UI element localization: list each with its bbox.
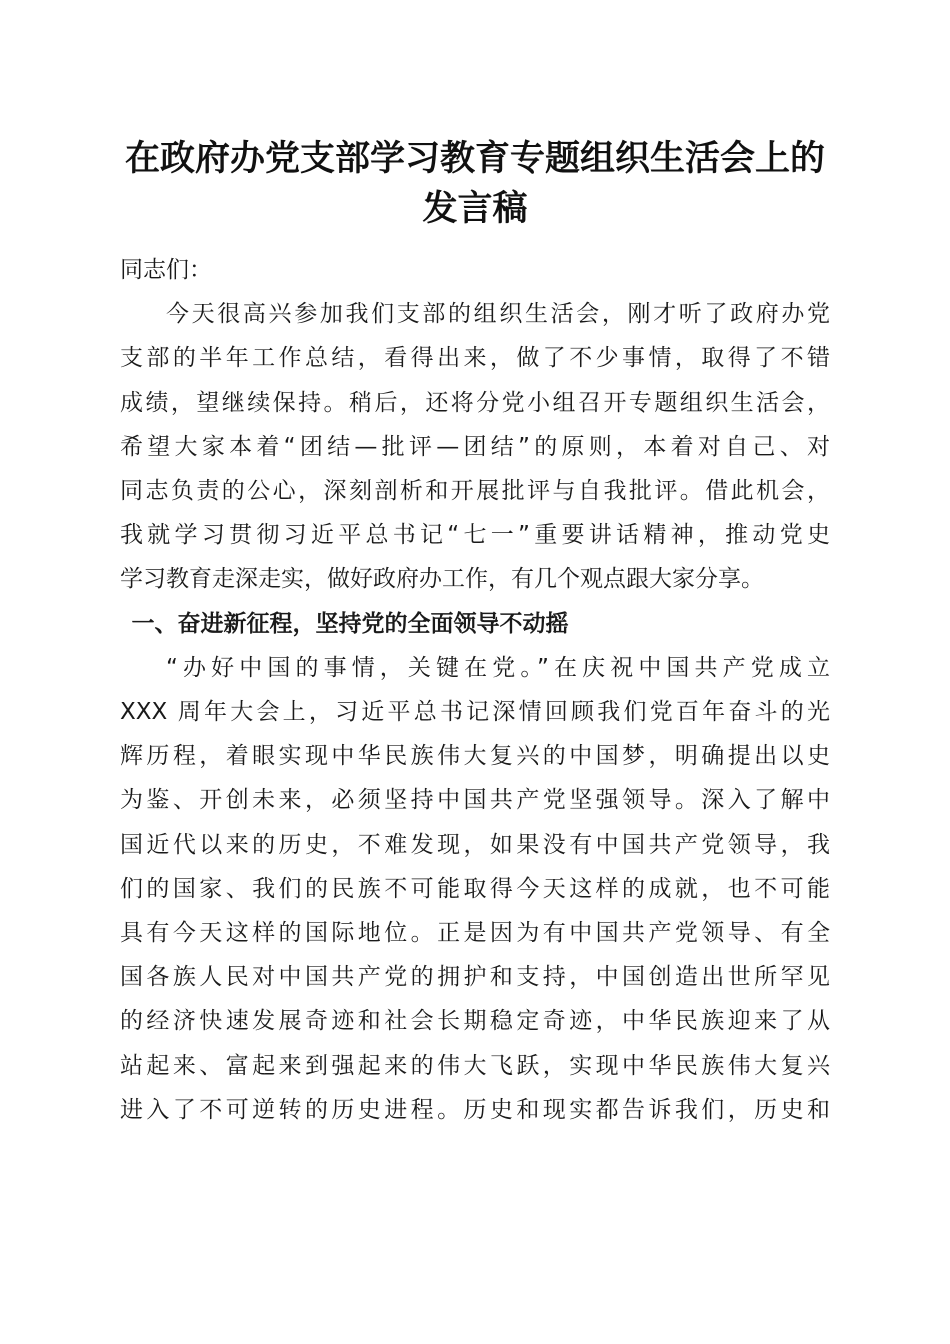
section-line: 进入了不可逆转的历史进程。历史和现实都告诉我们，历史和 [120, 1096, 830, 1123]
section-line: 为鉴、开创未来，必须坚持中国共产党坚强领导。深入了解中 [120, 787, 830, 814]
section-line: 国近代以来的历史，不难发现，如果没有中国共产党领导，我 [120, 831, 830, 858]
section-line: 站起来、富起来到强起来的伟大飞跃，实现中华民族伟大复兴 [120, 1052, 830, 1079]
section-heading-text: 一、奋进新征程，坚持党的全面领导不动摇 [131, 610, 569, 637]
section-line: 具有今天这样的国际地位。正是因为有中国共产党领导、有全 [120, 920, 830, 947]
section-heading [120, 602, 830, 646]
intro-line: 同志负责的公心，深刻剖析和开展批评与自我批评。借此机会， [120, 478, 830, 505]
section-line: 们的国家、我们的民族不可能取得今天这样的成就，也不可能 [120, 875, 830, 902]
section-1-paragraph [120, 646, 830, 1132]
salutation: 同志们： [120, 257, 212, 283]
section-line: 国各族人民对中国共产党的拥护和支持，中国创造出世所罕见 [120, 964, 830, 991]
intro-line: 今天很高兴参加我们支部的组织生活会，刚才听了政府办党 [166, 301, 830, 328]
section-line: 的经济快速发展奇迹和社会长期稳定奇迹，中华民族迎来了从 [120, 1008, 830, 1035]
title-line-2: 发言稿 [422, 188, 528, 229]
title-line-1: 在政府办党支部学习教育专题组织生活会上的 [124, 138, 825, 179]
section-line: “办好中国的事情，关键在党。”在庆祝中国共产党成立 [166, 654, 830, 681]
intro-line: 我就学习贯彻习近平总书记“七一”重要讲话精神，推动党史 [120, 522, 830, 549]
intro-paragraph [120, 292, 830, 601]
document-title [100, 134, 850, 234]
intro-line: 支部的半年工作总结，看得出来，做了不少事情，取得了不错 [120, 345, 830, 372]
intro-line: 成绩，望继续保持。稍后，还将分党小组召开专题组织生活会， [120, 389, 830, 416]
document-body [120, 248, 830, 1132]
intro-line: 希望大家本着“团结—批评—团结”的原则，本着对自己、对 [120, 433, 830, 460]
section-line: 辉历程，着眼实现中华民族伟大复兴的中国梦，明确提出以史 [120, 743, 830, 770]
intro-line: 学习教育走深走实，做好政府办工作，有几个观点跟大家分享。 [120, 566, 764, 593]
section-line: XXX 周年大会上，习近平总书记深情回顾我们党百年奋斗的光 [120, 699, 830, 726]
